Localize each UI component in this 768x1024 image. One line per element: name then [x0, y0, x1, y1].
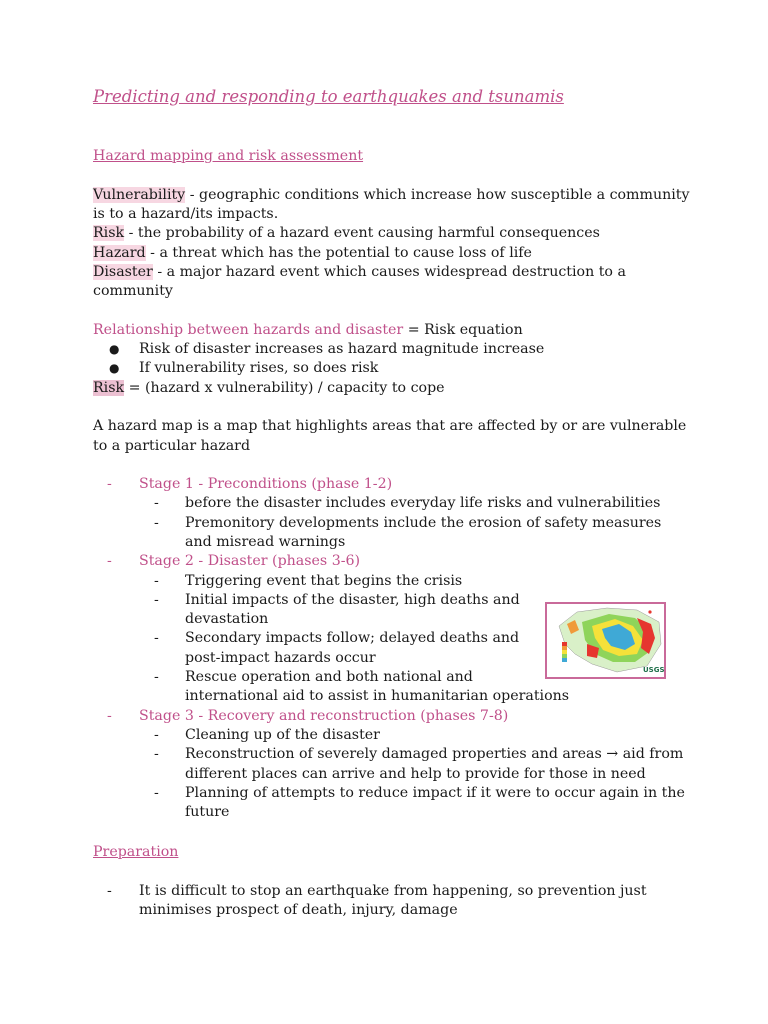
- stage-item-line: future: [185, 804, 230, 821]
- definition-disaster: [93, 263, 626, 282]
- stage-title: Stage 2 - Disaster (phases 3-6): [139, 553, 361, 570]
- stage-dash: -: [107, 707, 112, 724]
- stage-item-line: international aid to assist in humanitarian operations: [185, 688, 570, 705]
- sub-dash: -: [154, 746, 159, 763]
- definition-vulnerability: [93, 186, 690, 205]
- sub-dash: -: [154, 630, 159, 647]
- stage-item-line: and misread warnings: [185, 533, 346, 550]
- definition-risk: [93, 224, 600, 243]
- definition-text: - a threat which has the potential to cause loss of life: [145, 245, 532, 261]
- stage-item-line: Planning of attempts to reduce impact if it were to occur again in the: [185, 784, 685, 801]
- sub-dash: -: [154, 726, 159, 743]
- prep-item-line: It is difficult to stop an earthquake from happening, so prevention just: [139, 883, 647, 899]
- stage-item-line: Triggering event that begins the crisis: [185, 572, 463, 589]
- term-risk: Risk: [93, 225, 125, 241]
- definition-hazard: [93, 244, 532, 263]
- stage-item-line: Premonitory developments include the erosion of safety measures: [185, 514, 662, 531]
- risk-equation-text: = (hazard x vulnerability) / capacity to cope: [124, 380, 445, 396]
- definition-text: - a major hazard event which causes widespread destruction to a: [152, 264, 626, 280]
- term-risk-eq: Risk: [93, 380, 125, 396]
- hazard-map-image: [545, 602, 666, 679]
- bullet-dot-icon: ●: [109, 361, 120, 375]
- sub-dash: -: [154, 669, 159, 685]
- stage-dash: -: [107, 476, 112, 492]
- legend-swatch: [562, 654, 567, 658]
- section-heading-preparation: Preparation: [93, 844, 179, 860]
- prep-dash: -: [107, 883, 112, 899]
- sub-dash: -: [154, 591, 159, 608]
- prep-item-line: minimises prospect of death, injury, damage: [139, 902, 458, 919]
- hazard-map-line2: to a particular hazard: [93, 438, 251, 454]
- legend-swatch: [562, 642, 567, 646]
- stage-item-line: before the disaster includes everyday life risks and vulnerabilities: [185, 495, 661, 512]
- stage-item-line: Cleaning up of the disaster: [185, 726, 380, 743]
- definition-disaster-cont: community: [93, 283, 173, 299]
- legend-swatch: [562, 658, 567, 662]
- relationship-line: [93, 321, 523, 340]
- term-hazard: Hazard: [93, 245, 146, 261]
- term-vulnerability: Vulnerability: [93, 187, 186, 203]
- relationship-equals: = Risk equation: [403, 322, 523, 338]
- risk-equation: [93, 379, 445, 398]
- sub-dash: -: [154, 784, 159, 801]
- legend-swatch: [562, 650, 567, 654]
- sub-dash: -: [154, 572, 159, 589]
- usgs-logo: USGS: [643, 666, 664, 674]
- bullet-text: If vulnerability rises, so does risk: [139, 360, 379, 376]
- stage-item-line: Initial impacts of the disaster, high deaths and: [185, 591, 520, 608]
- stage-item-line: devastation: [185, 611, 269, 628]
- definition-vulnerability-cont: is to a hazard/its impacts.: [93, 206, 279, 222]
- sub-dash: -: [154, 495, 159, 512]
- definition-text: - the probability of a hazard event causing harmful consequences: [124, 225, 600, 241]
- stage-item-line: post-impact hazards occur: [185, 649, 376, 666]
- term-disaster: Disaster: [93, 264, 153, 280]
- stage-title: Stage 3 - Recovery and reconstruction (phases 7-8): [139, 707, 509, 724]
- hazard-map-line1: A hazard map is a map that highlights areas that are affected by or are vulnerable: [93, 418, 687, 434]
- stage-dash: -: [107, 553, 112, 570]
- bullet-text: Risk of disaster increases as hazard magnitude increase: [139, 341, 545, 357]
- section-heading-hazard-mapping: Hazard mapping and risk assessment: [93, 148, 364, 164]
- stage-item-line: Rescue operation and both national and: [185, 669, 473, 685]
- legend-swatch: [562, 646, 567, 650]
- definition-text: - geographic conditions which increase how susceptible a community: [185, 187, 690, 203]
- stage-item-line: Reconstruction of severely damaged properties and areas → aid from: [185, 746, 684, 763]
- stage-item-line: different places can arrive and help to provide for those in need: [185, 765, 646, 782]
- stage-item-line: Secondary impacts follow; delayed deaths and: [185, 630, 520, 647]
- relationship-label: Relationship between hazards and disaster: [93, 322, 404, 338]
- sub-dash: -: [154, 514, 159, 531]
- stage-title: Stage 1 - Preconditions (phase 1-2): [139, 476, 393, 492]
- hazard-map-figure: [547, 604, 664, 677]
- bullet-dot-icon: ●: [109, 342, 120, 356]
- page-title: Predicting and responding to earthquakes and tsunamis: [93, 87, 564, 106]
